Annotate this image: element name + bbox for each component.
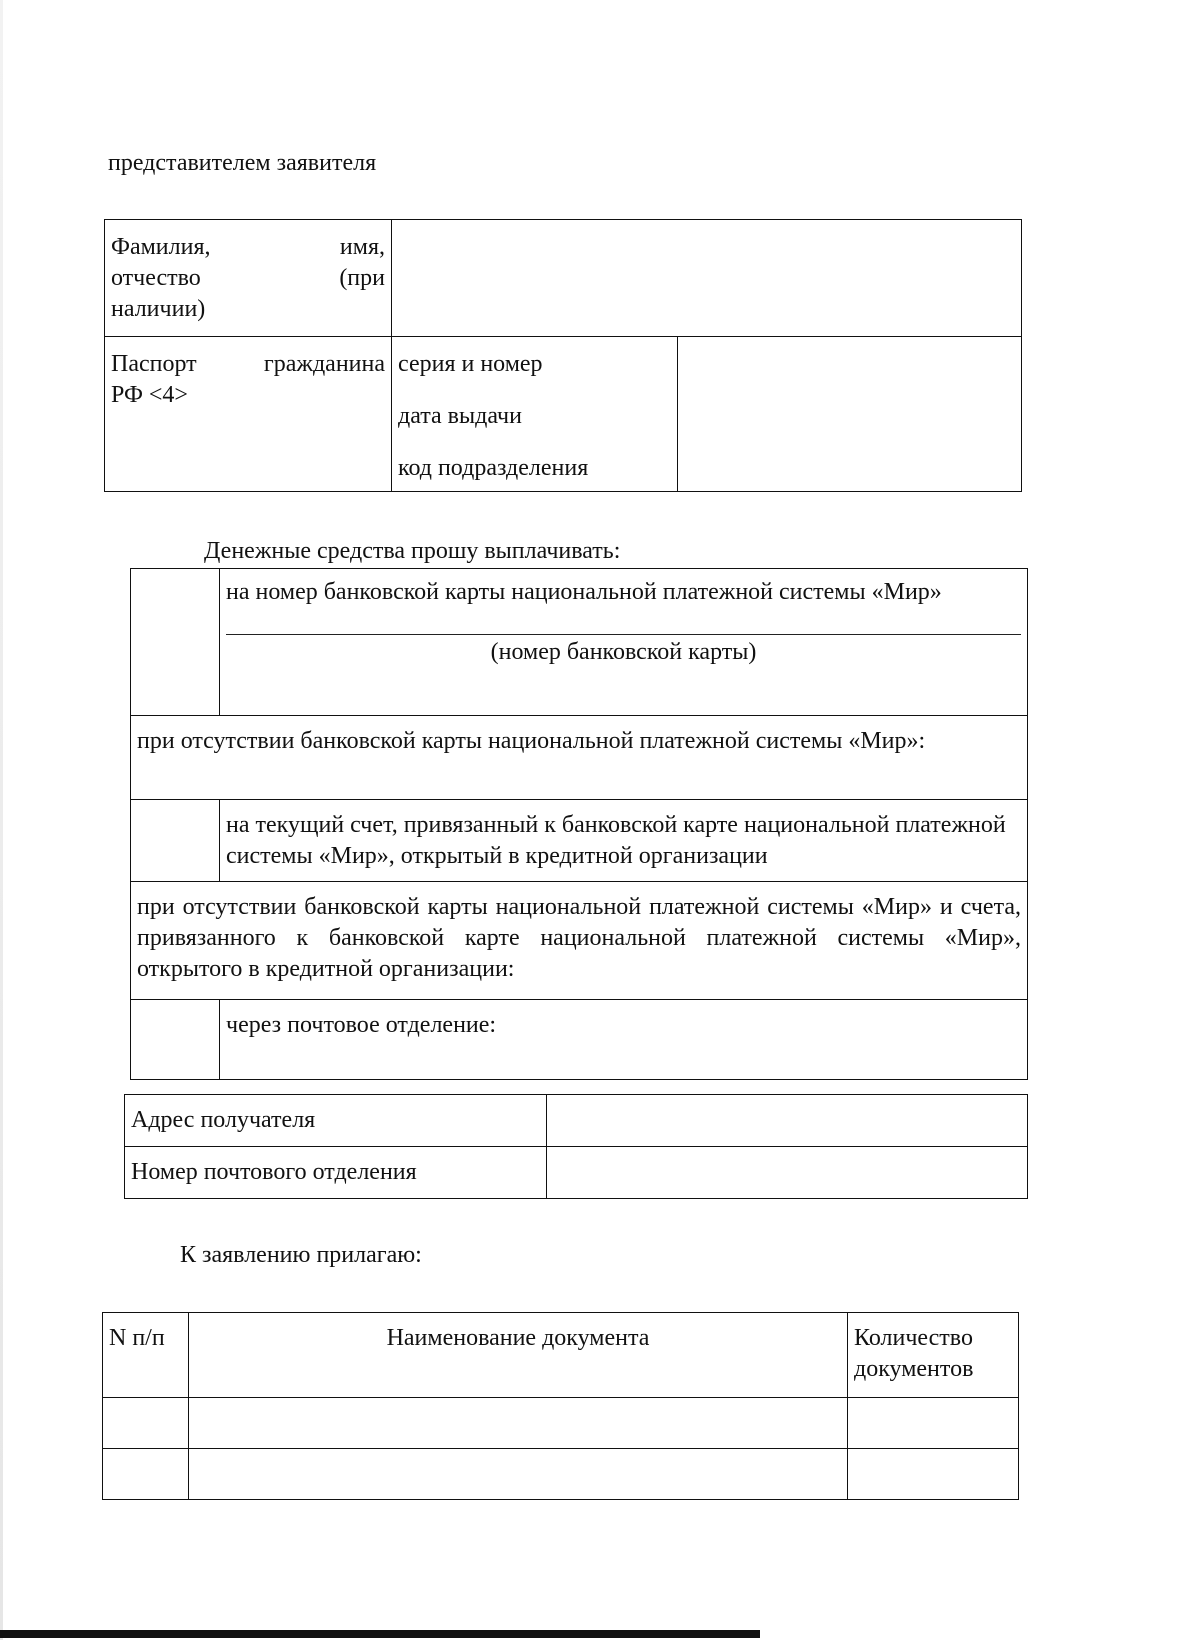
doc-name-cell[interactable]	[189, 1398, 848, 1449]
address-field[interactable]	[547, 1095, 1028, 1147]
post-option-checkbox[interactable]	[131, 1000, 220, 1080]
col-header-name: Наименование документа	[189, 1313, 848, 1398]
post-option-text: через почтовое отделение:	[220, 1000, 1028, 1080]
scan-bottom-edge	[0, 1630, 760, 1638]
no-card-text: при отсутствии банковской карты национальной платежной системы «Мир»:	[131, 716, 1028, 800]
post-number-field[interactable]	[547, 1147, 1028, 1199]
issue-date-label: дата выдачи	[398, 403, 522, 429]
address-label: Адрес получателя	[125, 1095, 547, 1147]
fio-label-part: (при	[339, 265, 385, 292]
post-number-label: Номер почтового отделения	[125, 1147, 547, 1199]
card-option-cell	[220, 569, 1028, 716]
representative-table	[104, 219, 1022, 492]
dept-code-label: код подразделения	[398, 455, 589, 481]
card-number-line[interactable]	[226, 634, 1021, 635]
table-row	[103, 1449, 1019, 1500]
doc-count-cell[interactable]	[848, 1449, 1019, 1500]
col-header-count-part: Количество	[854, 1325, 973, 1351]
passport-label-cell	[105, 337, 392, 492]
passport-fields-labels	[392, 337, 678, 492]
attach-heading: К заявлению прилагаю:	[180, 1242, 422, 1268]
fio-value-field[interactable]	[392, 220, 1022, 337]
address-table	[124, 1094, 1028, 1199]
doc-num-cell[interactable]	[103, 1398, 189, 1449]
passport-label-part: гражданина	[263, 351, 385, 377]
passport-label-part: Паспорт	[111, 351, 197, 377]
doc-count-cell[interactable]	[848, 1398, 1019, 1449]
representative-heading: представителем заявителя	[108, 150, 377, 176]
fio-label-part: имя,	[339, 234, 385, 260]
documents-table	[102, 1312, 1019, 1500]
fio-label-part: наличии)	[111, 296, 206, 323]
card-number-caption: (номер банковской карты)	[490, 639, 757, 666]
no-account-text: при отсутствии банковской карты национальной платежной системы «Мир» и счета, привязанного к банковской карте национальной платежной системы «Мир», открытого в кредитной организации:	[131, 882, 1028, 1000]
card-option-checkbox[interactable]	[131, 569, 220, 716]
payment-heading: Денежные средства прошу выплачивать:	[204, 538, 621, 564]
card-option-text: на номер банковской карты национальной платежной системы «Мир»	[226, 579, 942, 605]
doc-num-cell[interactable]	[103, 1449, 189, 1500]
scan-edge	[0, 0, 3, 1640]
fio-label-part: Фамилия,	[111, 234, 211, 260]
passport-label-part: РФ <4>	[111, 382, 188, 409]
col-header-count	[848, 1313, 1019, 1398]
series-label: серия и номер	[398, 351, 543, 377]
passport-value-field[interactable]	[678, 337, 1022, 492]
account-option-checkbox[interactable]	[131, 800, 220, 882]
fio-label-part: отчество	[111, 265, 201, 292]
account-option-text: на текущий счет, привязанный к банковской карте национальной платежной системы «Мир», открытый в кредитной организации	[220, 800, 1028, 882]
col-header-num: N п/п	[103, 1313, 189, 1398]
col-header-count-part: документов	[854, 1356, 974, 1383]
payment-options-table	[130, 568, 1028, 1080]
doc-name-cell[interactable]	[189, 1449, 848, 1500]
fio-label-cell	[105, 220, 392, 337]
table-row	[103, 1398, 1019, 1449]
